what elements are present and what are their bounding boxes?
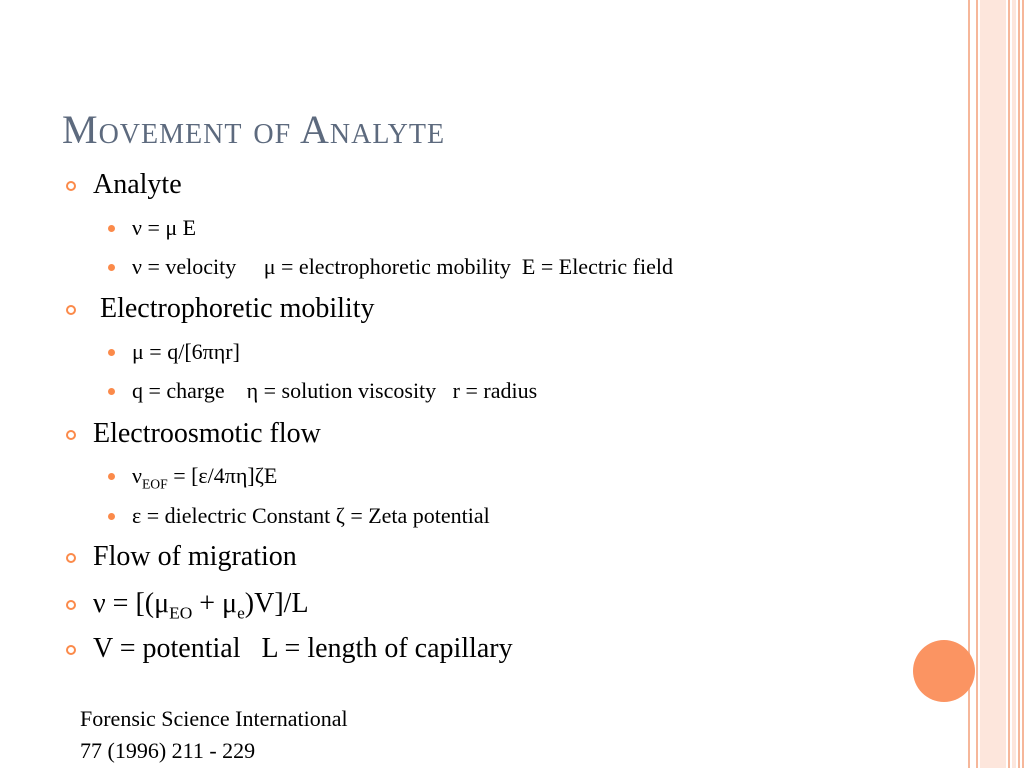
decorative-stripes — [968, 0, 1024, 768]
formula-part: ν — [132, 463, 142, 488]
bullet-text: Electrophoretic mobility — [93, 293, 375, 324]
bullet-text: Flow of migration — [93, 541, 297, 572]
stripe — [980, 0, 1006, 768]
bullet-text: Analyte — [93, 169, 182, 200]
dot-bullet-icon — [108, 388, 115, 395]
ring-bullet-icon — [66, 645, 76, 655]
sub-bullet-text: ν = velocity μ = electrophoretic mobility E = Electric field — [132, 254, 673, 279]
sub-bullet-text: μ = q/[6πηr] — [132, 339, 240, 364]
dot-bullet-icon — [108, 473, 115, 480]
slide-title: Movement of Analyte — [62, 107, 446, 152]
citation-journal: Forensic Science International — [80, 706, 348, 731]
ring-bullet-icon — [66, 430, 76, 440]
formula-part: + μ — [192, 588, 238, 619]
citation-volume: 77 (1996) 211 - 229 — [80, 738, 256, 763]
formula-part: ν = [(μ — [93, 588, 170, 619]
formula-subscript: e — [237, 603, 245, 623]
ring-bullet-icon — [66, 305, 76, 315]
ring-bullet-icon — [66, 600, 76, 610]
sub-bullet-text: ε = dielectric Constant ζ = Zeta potential — [132, 503, 490, 528]
sub-bullet-text: ν = μ E — [132, 215, 197, 240]
formula-part: )V]/L — [244, 588, 309, 619]
citation-footer — [80, 703, 348, 767]
stripe — [1008, 0, 1010, 768]
dot-bullet-icon — [108, 513, 115, 520]
stripe — [976, 0, 978, 768]
formula-subscript: EO — [169, 603, 193, 623]
ring-bullet-icon — [66, 181, 76, 191]
stripe — [1018, 0, 1020, 768]
dot-bullet-icon — [108, 264, 115, 271]
sub-bullet-formula — [132, 463, 277, 492]
dot-bullet-icon — [108, 225, 115, 232]
ring-bullet-icon — [66, 553, 76, 563]
bullet-text: Electroosmotic flow — [93, 418, 321, 449]
bullet-formula — [93, 588, 309, 624]
formula-part: = [ε/4πη]ζE — [167, 463, 278, 488]
dot-bullet-icon — [108, 349, 115, 356]
sub-bullet-text: q = charge η = solution viscosity r = radius — [132, 378, 538, 403]
decorative-circle — [913, 640, 975, 702]
formula-subscript: EOF — [141, 476, 168, 492]
stripe — [1012, 0, 1016, 768]
bullet-text: V = potential L = length of capillary — [93, 633, 513, 664]
